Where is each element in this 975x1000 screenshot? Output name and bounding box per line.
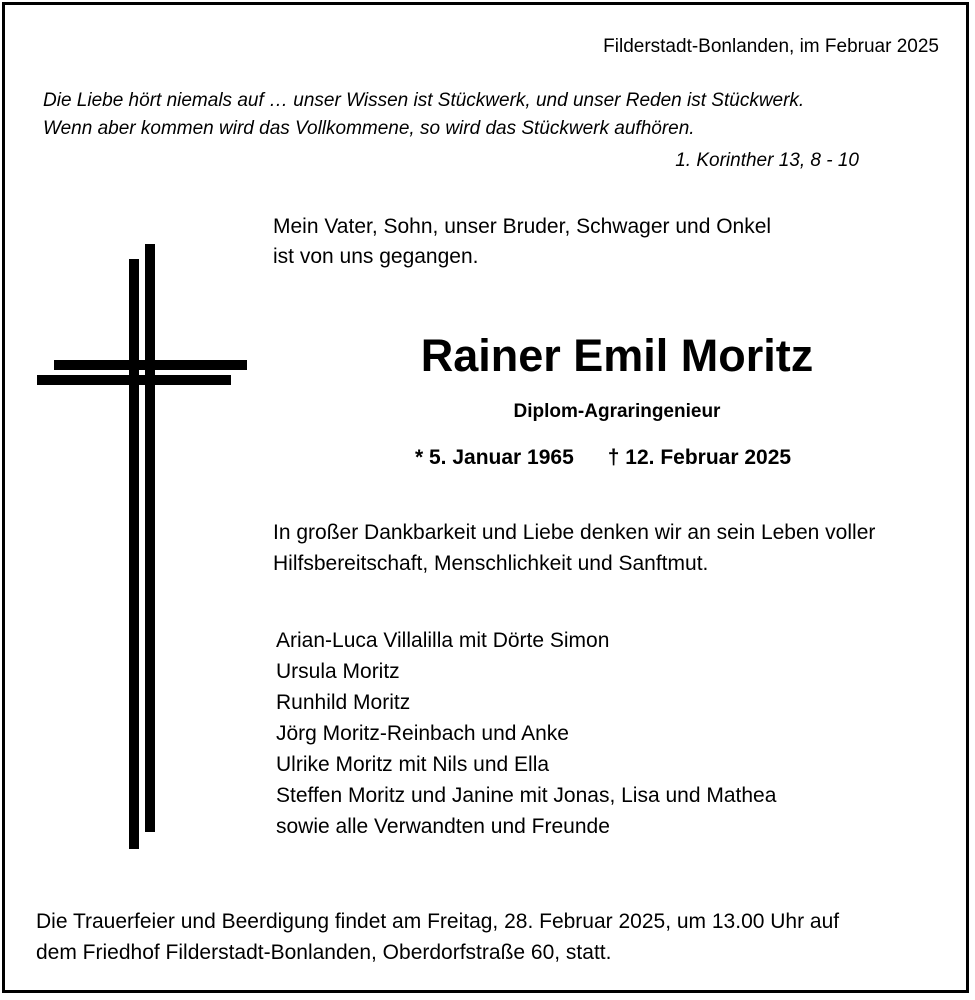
death-date: † 12. Februar 2025 — [607, 446, 792, 469]
place-and-date: Filderstadt-Bonlanden, im Februar 2025 — [603, 36, 939, 57]
tribute-line: Hilfsbereitschaft, Menschlichkeit und Sanftmut. — [273, 552, 709, 575]
bible-quote-line: Wenn aber kommen wird das Vollkommene, so wird das Stückwerk aufhören. — [43, 118, 695, 139]
tribute-text — [273, 517, 875, 579]
bible-quote-reference: 1. Korinther 13, 8 - 10 — [675, 150, 859, 171]
mourner-entry: Arian-Luca Villalilla mit Dörte Simon — [276, 629, 610, 652]
tribute-line: In großer Dankbarkeit und Liebe denken wir an sein Leben voller — [273, 521, 876, 544]
mourners-list — [276, 625, 776, 842]
mourner-entry: Runhild Moritz — [276, 691, 411, 714]
life-dates — [415, 446, 791, 470]
bible-quote-line: Die Liebe hört niemals auf … unser Wissen ist Stückwerk, und unser Reden ist Stückwerk. — [43, 90, 805, 111]
mourner-entry: Jörg Moritz-Reinbach und Anke — [276, 722, 569, 745]
mourner-entry: Ursula Moritz — [276, 660, 400, 683]
funeral-line: dem Friedhof Filderstadt-Bonlanden, Oberdorfstraße 60, statt. — [36, 941, 612, 964]
birth-date: * 5. Januar 1965 — [415, 446, 574, 469]
bible-quote — [43, 87, 804, 143]
intro-line: Mein Vater, Sohn, unser Bruder, Schwager und Onkel — [273, 215, 772, 238]
funeral-line: Die Trauerfeier und Beerdigung findet am Freitag, 28. Februar 2025, um 13.00 Uhr auf — [36, 910, 840, 933]
mourner-entry: Steffen Moritz und Janine mit Jonas, Lisa und Mathea — [276, 784, 777, 807]
mourner-entry: Ulrike Moritz mit Nils und Ella — [276, 753, 550, 776]
intro-line: ist von uns gegangen. — [273, 245, 479, 268]
mourner-entry: sowie alle Verwandten und Freunde — [276, 815, 610, 838]
deceased-profession: Diplom-Agraringenieur — [513, 401, 721, 422]
deceased-name: Rainer Emil Moritz — [420, 330, 814, 381]
intro-text — [273, 212, 771, 272]
funeral-notice — [36, 906, 839, 968]
